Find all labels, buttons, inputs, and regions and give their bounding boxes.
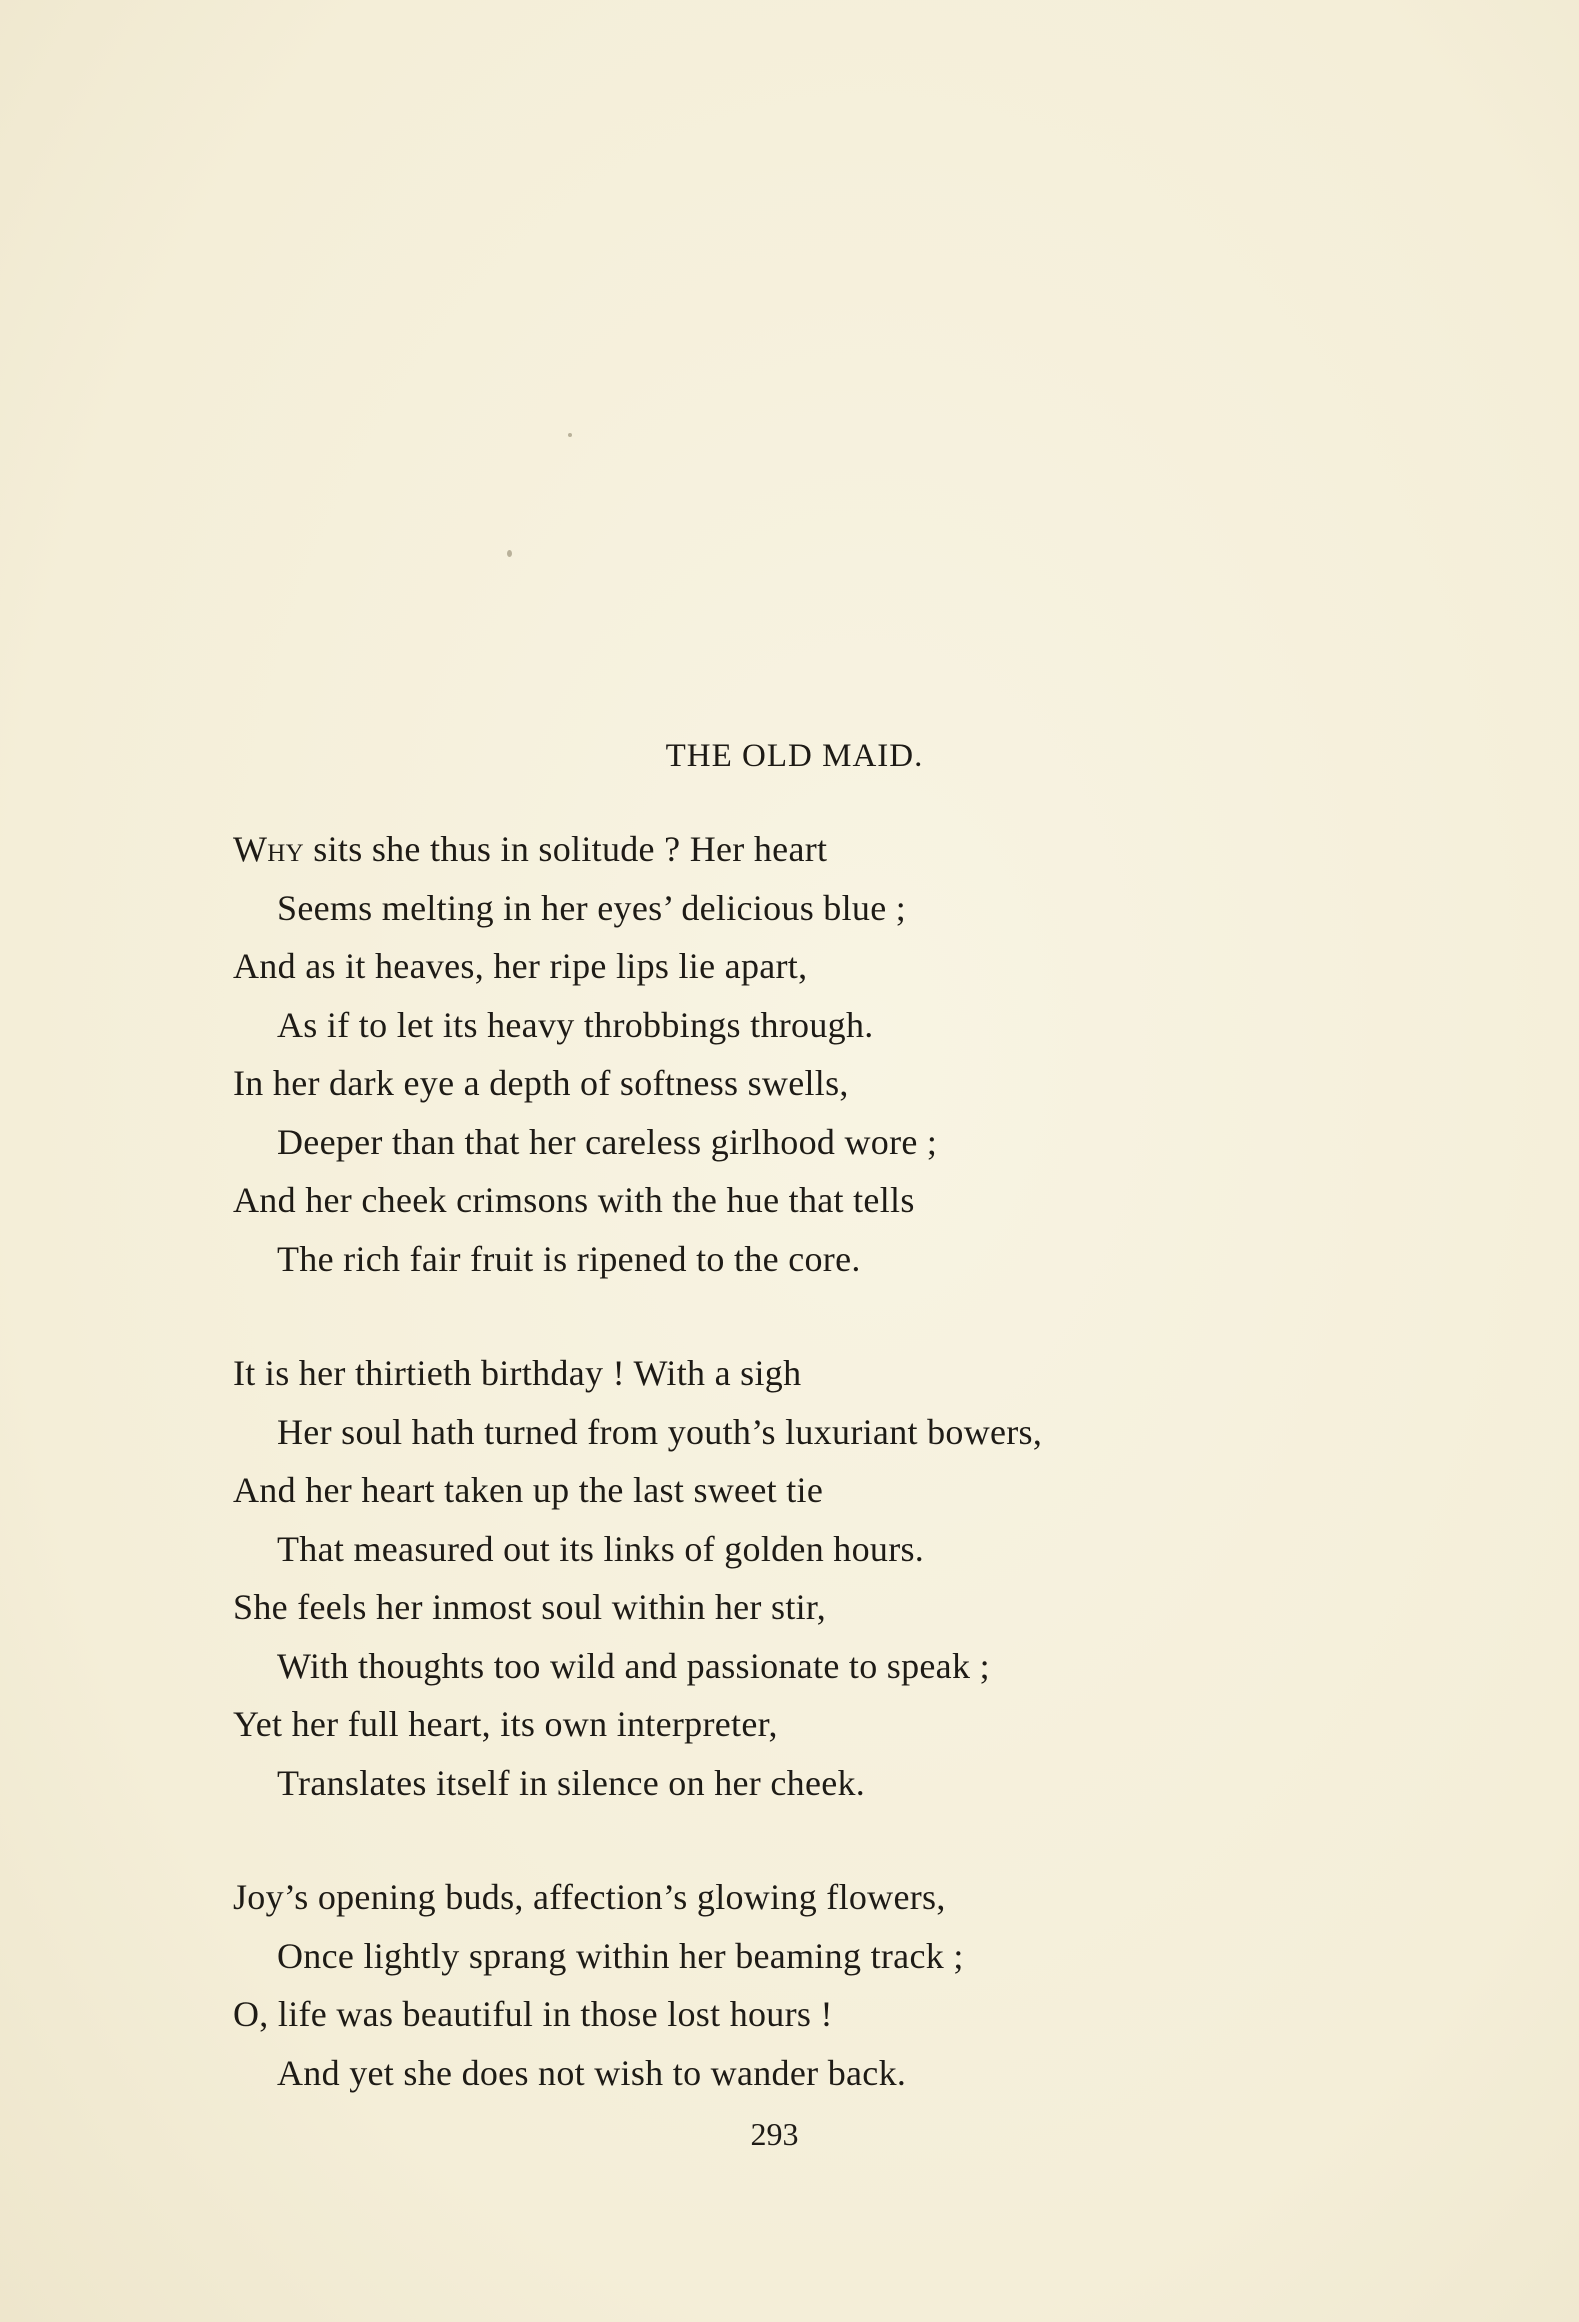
poem-line: In her dark eye a depth of softness swells, [233,1063,849,1103]
poem-line: And her heart taken up the last sweet tie [233,1470,824,1510]
poem-line: The rich fair fruit is ripened to the core. [277,1238,861,1279]
drop-word: Why [233,829,304,869]
poem-line: And yet she does not wish to wander back. [277,2052,907,2093]
poem-line: Deeper than that her careless girlhood wore ; [277,1121,938,1162]
paper-speck [568,433,572,437]
poem-line: And her cheek crimsons with the hue that tells [233,1180,915,1220]
poem-line: Her soul hath turned from youth’s luxuriant bowers, [277,1411,1043,1452]
poem-line: Once lightly sprang within her beaming track ; [277,1935,964,1976]
line-text: sits she thus in solitude ? Her heart [304,829,828,869]
poem-line: She feels her inmost soul within her stir, [233,1587,827,1627]
poem-title: THE OLD MAID. [665,738,924,774]
paper-speck [507,550,512,557]
poem-line: Translates itself in silence on her cheek. [277,1762,866,1803]
poem-line: Joy’s opening buds, affection’s glowing flowers, [233,1877,946,1917]
poem-line: And as it heaves, her ripe lips lie apart, [233,946,808,986]
poem-body [233,820,1533,2158]
poem-line: As if to let its heavy throbbings through. [277,1004,874,1045]
poem-line: Yet her full heart, its own interpreter, [233,1704,778,1744]
poem-line: That measured out its links of golden hours. [277,1528,925,1569]
stanza-1 [233,820,1533,1288]
poem-line [233,820,1533,879]
poem-line: Seems melting in her eyes’ delicious blue ; [277,887,907,928]
stanza-2 [233,1344,1533,1812]
page-number: 293 [750,2116,799,2152]
poem-line: O, life was beautiful in those lost hours ! [233,1994,833,2034]
poem-line: It is her thirtieth birthday ! With a sigh [233,1353,802,1393]
stanza-3 [233,1868,1533,2102]
poem-line: With thoughts too wild and passionate to speak ; [277,1645,990,1686]
